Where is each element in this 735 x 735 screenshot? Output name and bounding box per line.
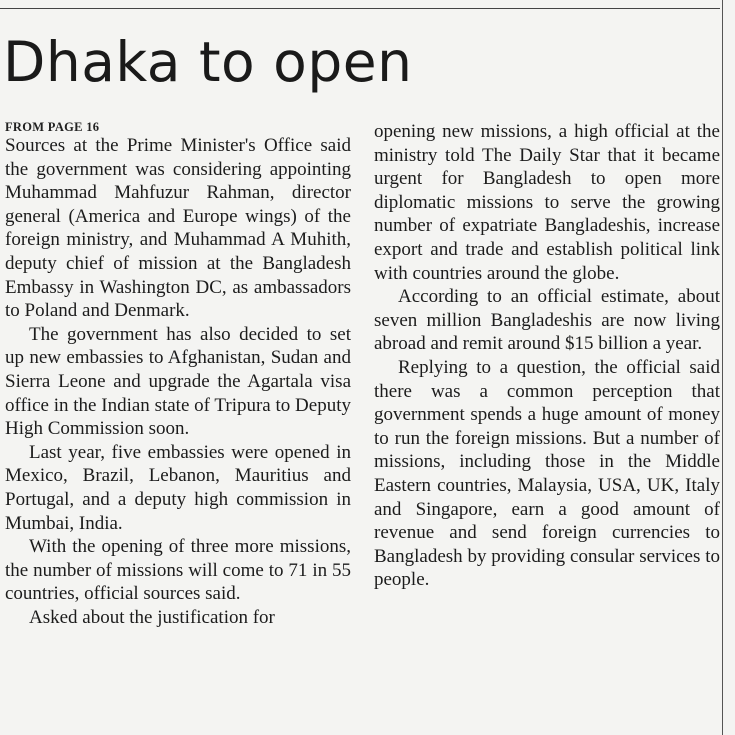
paragraph: opening new missions, a high official at the ministry told The Daily Star that it became urgent for Bangladesh to open more diplomatic missions to serve the growing number of expatriate Bangladeshis, increase export and trade and establish political link with countries around the globe. (374, 121, 720, 284)
paragraph: Asked about the justification for (29, 606, 275, 628)
paragraph: Replying to a question, the official said there was a common perception that government spends a huge amount of money to run the foreign missions. But a number of missions, including those in the Middle Eastern countries, Malaysia, USA, UK, Italy and Singapore, earn a good amount of revenue and send foreign currencies to Bangladesh by providing consular services to people. (374, 356, 720, 591)
paragraph: The government has also decided to set up new embassies to Afghanistan, Sudan and Sierra Leone and upgrade the Agartala visa office in the Indian state of Tripura to Deputy High Commission soon. (5, 323, 351, 440)
article-column-right (374, 120, 720, 592)
continued-from-label: FROM PAGE 16 (5, 120, 100, 134)
paragraph: Sources at the Prime Minister's Office said the government was considering appointing Muhammad Mahfuzur Rahman, director general (America and Europe wings) of the foreign ministry, and Muhammad A Muhith, deputy chief of mission at the Bangladesh Embassy in Washington DC, as ambassadors to Poland and Denmark. (5, 135, 351, 322)
paragraph: With the opening of three more missions, the number of missions will come to 71 in 55 countries, official sources said. (5, 536, 351, 605)
paragraph: According to an official estimate, about seven million Bangladeshis are now living abroad and remit around $15 billion a year. (374, 286, 720, 355)
headline: Dhaka to open (3, 30, 413, 94)
article-column-left (5, 120, 351, 629)
paragraph: Last year, five embassies were opened in Mexico, Brazil, Lebanon, Mauritius and Portugal, and a deputy high commission in Mumbai, India. (5, 441, 351, 534)
top-rule (0, 8, 720, 9)
column-rule (722, 0, 723, 735)
